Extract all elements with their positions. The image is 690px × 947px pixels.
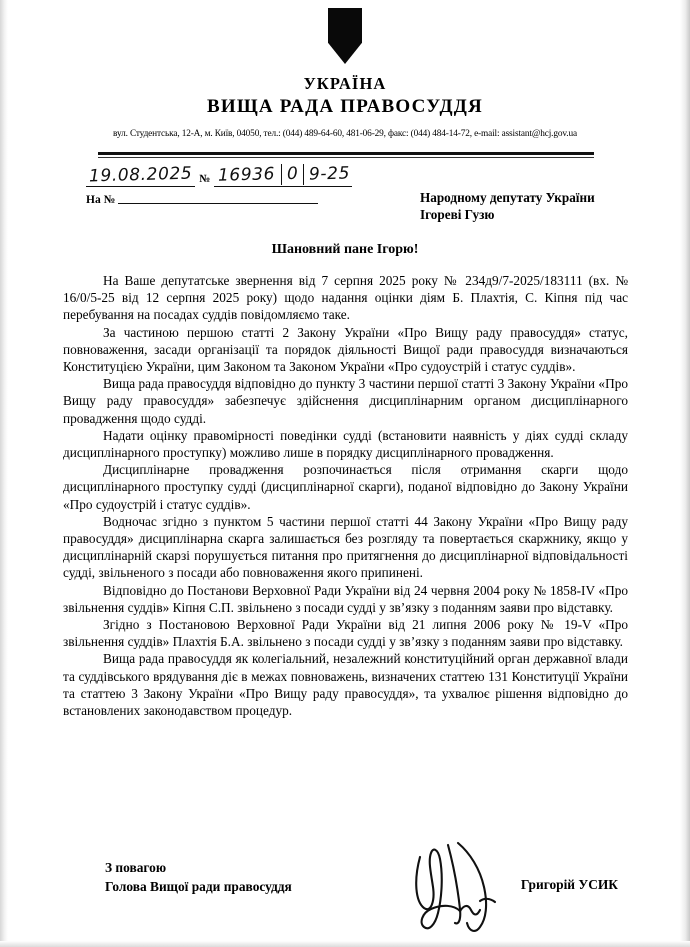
body-paragraph: Відповідно до Постанови Верховної Ради України від 24 червня 2004 року № 1858-IV «Про звільнення суддів» Кіпня С.П. звільнено з посади судді у зв’язку з поданням заяви про відставку. <box>63 582 628 615</box>
body-paragraph: За частиною першою статті 2 Закону України «Про Вищу раду правосуддя» статус, повноваження, засади організації та порядок діяльності Вищої ради правосуддя визначаються Конституцією України, цим Законом та Законом України «Про судоустрій і статус суддів». <box>63 324 628 375</box>
reference-date-handwritten: 19.08.2025 <box>88 163 193 187</box>
reference-block <box>86 164 386 218</box>
signer-name: Григорій УСИК <box>520 877 618 892</box>
reference-row-incoming <box>86 194 318 206</box>
ukraine-trident-emblem-icon <box>328 8 362 64</box>
reference-number-separator-1 <box>281 164 298 185</box>
reply-to-blank-line <box>118 203 318 204</box>
header-rule-thin <box>98 157 594 158</box>
signature-block <box>105 858 292 896</box>
body-paragraph: Надати оцінку правомірності поведінки судді (встановити наявність у діях судді складу дисциплінарного проступку) можливо лише в порядку дисциплінарного провадження. <box>63 427 628 461</box>
reference-number-part3: 9-25 <box>308 163 351 185</box>
reference-row-outgoing <box>86 164 352 187</box>
reference-number-field <box>214 164 352 187</box>
handwritten-signature-icon <box>398 835 528 940</box>
addressee-block <box>420 190 670 224</box>
body-paragraph: Дисциплінарне провадження розпочинається після отримання скарги щодо дисциплінарного проступку судді (дисциплінарної скарги), поданої відповідно до Закону України «Про судоустрій і статус суддів». <box>63 462 628 512</box>
body-paragraph: Вища рада правосуддя як колегіальний, незалежний конституційний орган державної влади та суддівського врядування діє в межах повноважень, визначених статтею 131 Конституції України та статтею 3 Закону України «Про Вищу раду правосуддя», та ухвалює рішення відповідно до встановлених законодавством процедур. <box>63 651 628 719</box>
scan-edge-left <box>0 0 8 947</box>
number-symbol: № <box>199 173 211 185</box>
scan-edge-right <box>680 0 690 947</box>
body-paragraph: Згідно з Постановою Верховної Ради України від 21 липня 2006 року № 19-V «Про звільнення суддів» Плахтія Б.А. звільнено з посади судді у зв’язку з поданням заяви про відставку. <box>63 617 628 650</box>
body-paragraph: Водночас згідно з пунктом 5 частини першої статті 44 Закону України «Про Вищу раду правосуддя» дисциплінарна скарга залишається без розгляду та повертається скаржнику, якщо у дисциплінарній скарзі порушується питання про притягнення до дисциплінарної відповідальності судді, звільненого з посади або повноваження якого припинені. <box>63 513 628 581</box>
header-rule-thick <box>98 152 594 155</box>
body-text <box>63 272 628 719</box>
body-paragraph: Вища рада правосуддя відповідно до пункту 3 частини першої статті 3 Закону України «Про Вищу раду правосуддя» забезпечує здійснення дисциплінарним органом дисциплінарного провадження щодо судді. <box>63 376 628 426</box>
signer-position: Голова Вищої ради правосуддя <box>105 879 292 895</box>
reference-number-separator-2 <box>303 164 350 185</box>
addressee-line-2: Ігореві Гузю <box>420 206 495 222</box>
country-name: УКРАЇНА <box>303 74 387 93</box>
organization-name: ВИЩА РАДА ПРАВОСУДДЯ <box>207 96 483 117</box>
reference-date-field <box>86 165 195 187</box>
reference-number-handwritten: 16936 <box>218 164 276 186</box>
closing-phrase: З повагою <box>105 860 167 875</box>
contact-line: вул. Студентська, 12-А, м. Київ, 04050, тел.: (044) 489-64-60, 481-06-29, факс: (044) 484-14-72, e-mail: assistant@hcj.gov.ua <box>113 128 577 139</box>
scan-edge-bottom <box>0 941 690 947</box>
reference-number-part2: 0 <box>286 163 299 185</box>
addressee-line-1: Народному депутату України <box>420 190 595 205</box>
body-paragraph: На Ваше депутатське звернення від 7 серпня 2025 року № 234д9/7-2025/183111 (вх. № 16/0/5-25 від 12 серпня 2025 року) щодо надання оцінки діям Б. Плахтія, С. Кіпня під час перебування на посадах суддів повідомляємо таке. <box>63 273 628 323</box>
salutation: Шановний пане Ігорю! <box>271 242 419 257</box>
reply-to-label: На № <box>86 194 116 206</box>
